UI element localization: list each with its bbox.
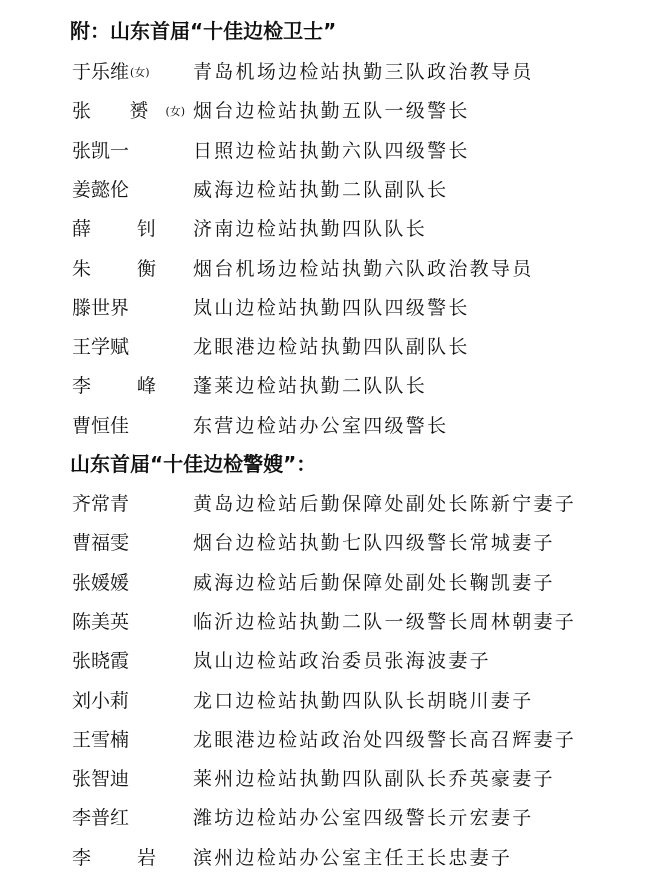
- list-item: [0, 686, 646, 716]
- person-name: 齐常青: [72, 493, 130, 515]
- person-name: 朱 衡: [72, 258, 176, 280]
- person-title: 青岛机场边检站执勤三队政治教导员: [193, 61, 534, 83]
- list-item: [0, 843, 646, 873]
- list-item: [0, 136, 646, 166]
- list-item: [0, 57, 646, 87]
- list-item: [0, 607, 646, 637]
- person-name: 薛 钊: [72, 218, 176, 240]
- person-name: 张智迪: [72, 768, 130, 790]
- list-item: [0, 568, 646, 598]
- person-name: 曹恒佳: [72, 415, 130, 437]
- list-item: [0, 96, 646, 126]
- person-title: 烟台边检站执勤七队四级警长常城妻子: [193, 532, 555, 554]
- person-name: 王学赋: [72, 336, 130, 358]
- person-title: 临沂边检站执勤二队一级警长周林朝妻子: [193, 611, 577, 633]
- list-item: [0, 725, 646, 755]
- person-title: 烟台机场边检站执勤六队政治教导员: [193, 258, 534, 280]
- person-title: 东营边检站办公室四级警长: [193, 415, 449, 437]
- person-title: 威海边检站后勤保障处副处长鞠凯妻子: [193, 572, 555, 594]
- person-name: 李 峰: [72, 375, 176, 397]
- list-item: [0, 254, 646, 284]
- list-item: [0, 214, 646, 244]
- section-heading-guards: 附：山东首届“十佳边检卫士”: [70, 19, 337, 43]
- list-item: [0, 803, 646, 833]
- person-name: 李普红: [72, 807, 130, 829]
- person-title: 滨州边检站办公室主任王长忠妻子: [193, 847, 513, 869]
- person-title: 济南边检站执勤四队队长: [193, 218, 428, 240]
- list-item: [0, 489, 646, 519]
- list-item: [0, 371, 646, 401]
- person-title: 龙眼港边检站政治处四级警长高召辉妻子: [193, 729, 577, 751]
- list-item: [0, 293, 646, 323]
- gender-note: (女): [130, 66, 150, 79]
- person-name: 刘小莉: [72, 690, 130, 712]
- person-name: 曹福雯: [72, 532, 130, 554]
- person-title: 岚山边检站执勤四队四级警长: [193, 297, 470, 319]
- person-title: 岚山边检站政治委员张海波妻子: [193, 650, 491, 672]
- person-name: 于乐维(女): [72, 61, 150, 83]
- person-title: 龙眼港边检站执勤四队副队长: [193, 336, 470, 358]
- person-title: 莱州边检站执勤四队副队长乔英豪妻子: [193, 768, 555, 790]
- person-title: 黄岛边检站后勤保障处副处长陈新宁妻子: [193, 493, 577, 515]
- list-item: [0, 332, 646, 362]
- list-item: [0, 175, 646, 205]
- person-title: 潍坊边检站办公室四级警长亓宏妻子: [193, 807, 534, 829]
- list-item: [0, 411, 646, 441]
- person-name: 陈美英: [72, 611, 130, 633]
- list-item: [0, 528, 646, 558]
- person-name: 张凯一: [72, 140, 130, 162]
- person-name: 张媛媛: [72, 572, 130, 594]
- person-name: 王雪楠: [72, 729, 130, 751]
- person-title: 龙口边检站执勤四队队长胡晓川妻子: [193, 690, 534, 712]
- person-name: 滕世界: [72, 297, 130, 319]
- person-title: 日照边检站执勤六队四级警长: [193, 140, 470, 162]
- person-title: 烟台边检站执勤五队一级警长: [193, 100, 470, 122]
- person-name: 张晓霞: [72, 650, 130, 672]
- person-name: 姜懿伦: [72, 179, 130, 201]
- person-name: 李 岩: [72, 847, 176, 869]
- person-title: 威海边检站执勤二队副队长: [193, 179, 449, 201]
- person-name: 张 赟(女): [72, 100, 186, 122]
- section-heading-wives: 山东首届“十佳边检警嫂”：: [70, 452, 317, 476]
- list-item: [0, 764, 646, 794]
- gender-note: (女): [165, 105, 186, 118]
- list-item: [0, 646, 646, 676]
- person-title: 蓬莱边检站执勤二队队长: [193, 375, 428, 397]
